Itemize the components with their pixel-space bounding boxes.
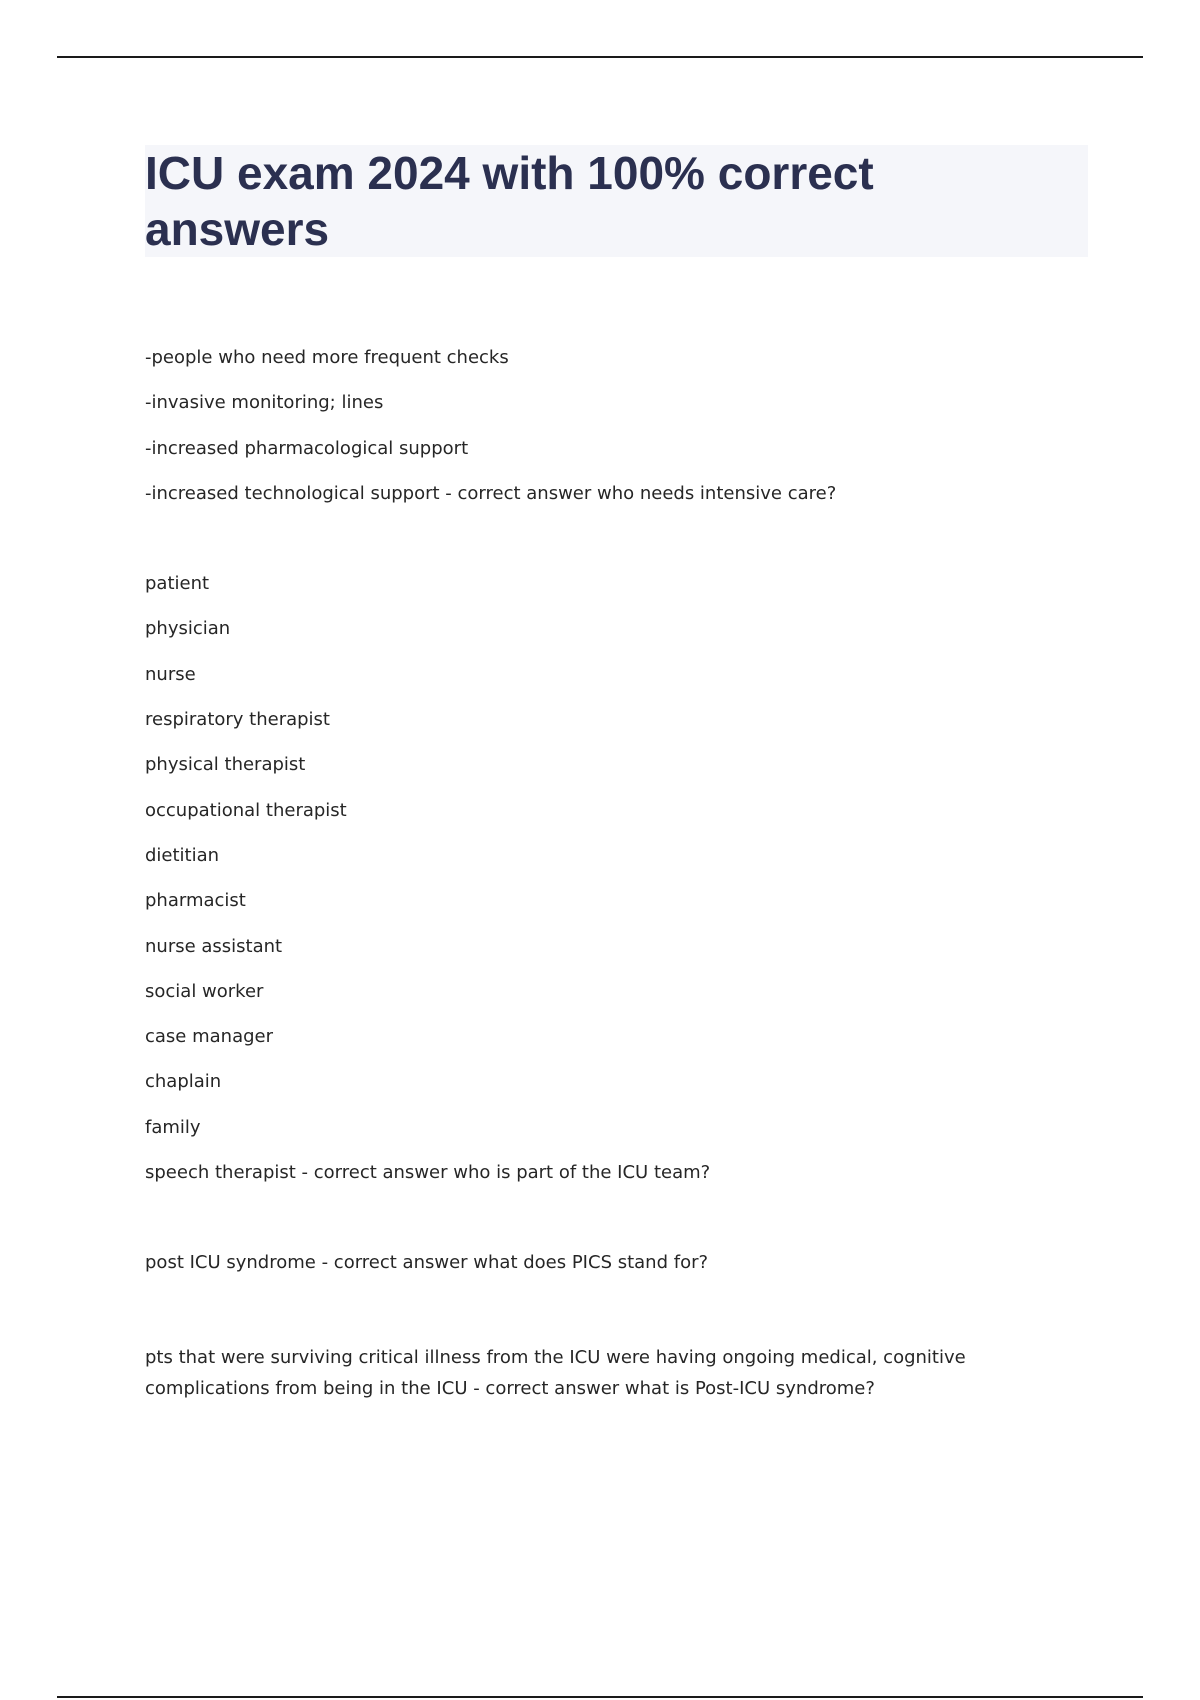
answer-line: family — [145, 1116, 201, 1138]
block-gap — [145, 527, 1095, 572]
answer-line: social worker — [145, 980, 264, 1002]
answer-line: occupational therapist — [145, 799, 347, 821]
qa-block-post-icu-syndrome — [145, 1342, 1095, 1404]
block-gap — [145, 1206, 1095, 1251]
answer-line: respiratory therapist — [145, 709, 330, 731]
answer-question-paragraph: pts that were surviving critical illness from the ICU were having ongoing medical, cognitive complications from being in the ICU - correct answer what is Post-ICU syndrome? — [145, 1346, 966, 1399]
qa-content — [145, 346, 1095, 1404]
answer-line: case manager — [145, 1026, 274, 1048]
title-banner — [145, 145, 1088, 257]
answer-question-line: post ICU syndrome - correct answer what does PICS stand for? — [145, 1252, 709, 1274]
answer-line: -people who need more frequent checks — [145, 347, 509, 368]
answer-line: chaplain — [145, 1071, 222, 1093]
page-title: ICU exam 2024 with 100% correct answers — [145, 147, 874, 255]
answer-question-line: -increased technological support - correct answer who needs intensive care? — [145, 482, 837, 504]
answer-line: physician — [145, 618, 231, 640]
answer-question-line: speech therapist - correct answer who is part of the ICU team? — [145, 1162, 711, 1184]
answer-line: dietitian — [145, 844, 220, 866]
top-rule — [57, 56, 1143, 58]
bottom-rule — [57, 1696, 1143, 1698]
qa-block-pics — [145, 1251, 1095, 1296]
answer-line: physical therapist — [145, 754, 306, 776]
answer-line: patient — [145, 573, 210, 595]
qa-block-intensive-care — [145, 346, 1095, 527]
block-gap — [145, 1297, 1095, 1342]
answer-line: -invasive monitoring; lines — [145, 392, 384, 414]
answer-line: nurse assistant — [145, 935, 283, 957]
answer-line: -increased pharmacological support — [145, 437, 469, 459]
answer-line: pharmacist — [145, 890, 246, 912]
answer-line: nurse — [145, 663, 196, 685]
qa-block-icu-team — [145, 572, 1095, 1206]
